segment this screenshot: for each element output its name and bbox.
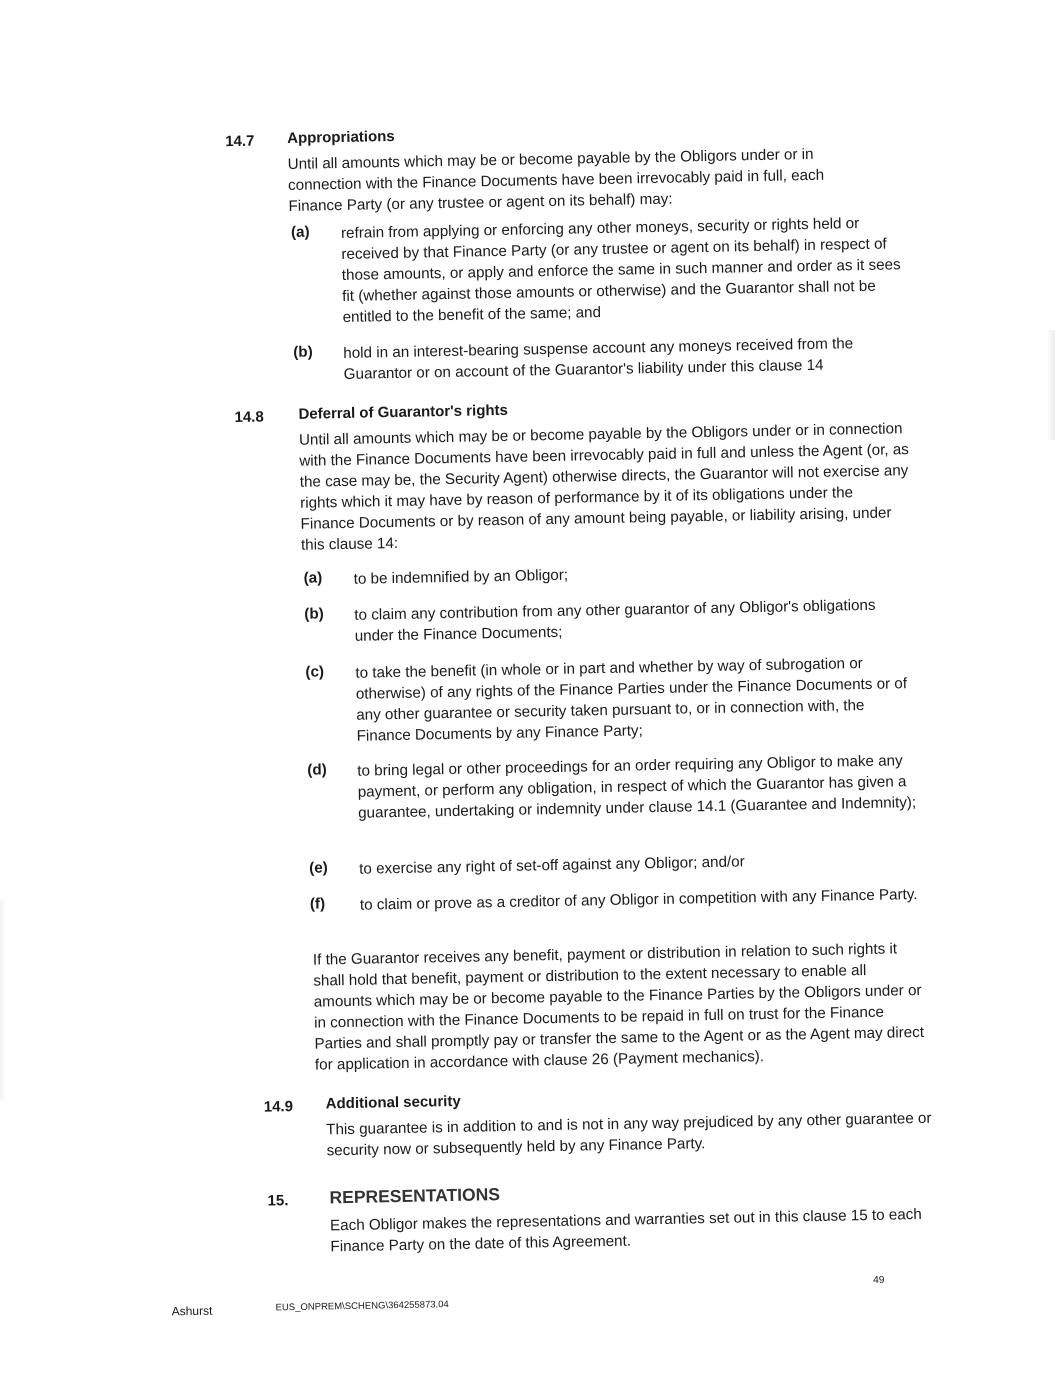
footer-reference: EUS_ONPREM\SCHENG\364255873.04 [275,1299,449,1314]
list-label: (b) [293,343,313,361]
section-14-7-intro: Until all amounts which may be or become payable by the Obligors under or in connection with the Finance Documents have been irrevocably paid in full, each Finance Party (or any trustee or agent on its behalf) may: [287,145,825,215]
list-text: refrain from applying or enforcing any other moneys, security or rights held or received by that Finance Party (or any trustee or agent on its behalf) in respect of those amounts, or apply and enforce the same in such manner and order as it sees fit (whether against those amounts or otherwise) and the Guarantor shall not be entitled to the benefit of the same; and [340,215,901,326]
section-number-14-7: 14.7 [225,132,255,151]
page-number: 49 [873,1274,885,1286]
section-title-appropriations: Appropriations [287,127,395,147]
list-label: (b) [304,605,324,623]
list-label: (f) [309,895,326,913]
section-number-14-8: 14.8 [234,408,264,427]
section-14-9-text: This guarantee is in addition to and is not in any way prejudiced by any other guarantee or security now or subsequently held by any Finance Party. [326,1109,932,1160]
list-label: (a) [290,223,310,241]
list-text: hold in an interest-bearing suspense account any moneys received from the Guarantor or on account of the Guarantor's liability under this clause 14 [343,335,854,383]
list-text: to claim or prove as a creditor of any Obligor in competition with any Finance Party. [359,886,918,914]
section-title-deferral: Deferral of Guarantor's rights [298,401,509,423]
section-title-representations: REPRESENTATIONS [329,1184,501,1208]
section-14-8-intro: Until all amounts which may be or become payable by the Obligors under or in connection with the Finance Documents have been irrevocably paid in full and unless the Agent (or, as the case may be, the Security Agent) otherwise directs, the Guarantor will not exercise any rights which it may have by reason of performance by it of its obligations under the Finance Documents or by reason of any amount being payable, or liability arising, under this clause 14: [298,420,909,554]
section-number-14-9: 14.9 [263,1098,294,1116]
list-label: (d) [307,761,327,779]
section-14-8-closing: If the Guarantor receives any benefit, payment or distribution in relation to such rights it shall hold that benefit, payment or distribution to the extent necessary to enable all amounts which may be or become payable to the Finance Parties by the Obligors under or in connection with the Finance Documents to be repaid in full on trust for the Finance Parties and shall promptly pay or transfer the same to the Agent or as the Agent may direct for application in accordance with clause 26 (Payment mechanics). [312,940,925,1074]
list-label: (a) [303,569,323,587]
section-number-15: 15. [267,1192,289,1210]
scan-edge-shadow [1047,330,1055,440]
section-title-additional-security: Additional security [325,1092,461,1113]
list-text: to take the benefit (in whole or in part and whether by way of subrogation or otherwise) of any rights of the Finance Parties under the Finance Documents or of any other guarantee or security taken pursuant to, or in connection with, the Finance Documents by any Finance Party; [355,655,908,745]
list-text: to exercise any right of set-off against any Obligor; and/or [359,853,745,878]
list-label: (e) [309,859,328,877]
list-text: to claim any contribution from any other guarantor of any Obligor's obligations under the Finance Documents; [354,596,876,645]
list-label: (c) [305,663,325,681]
scan-edge-shadow-left [0,900,6,1100]
section-15-text: Each Obligor makes the representations and warranties set out in this clause 15 to each Finance Party on the date of this Agreement. [329,1205,922,1256]
list-text: to bring legal or other proceedings for an order requiring any Obligor to make any payment, or perform any obligation, in respect of which the Guarantor has given a guarantee, undertaking or indemnity under clause 14.1 (Guarantee and Indemnity); [357,752,917,822]
list-text: to be indemnified by an Obligor; [353,566,569,588]
footer-firm: Ashurst [171,1303,213,1319]
